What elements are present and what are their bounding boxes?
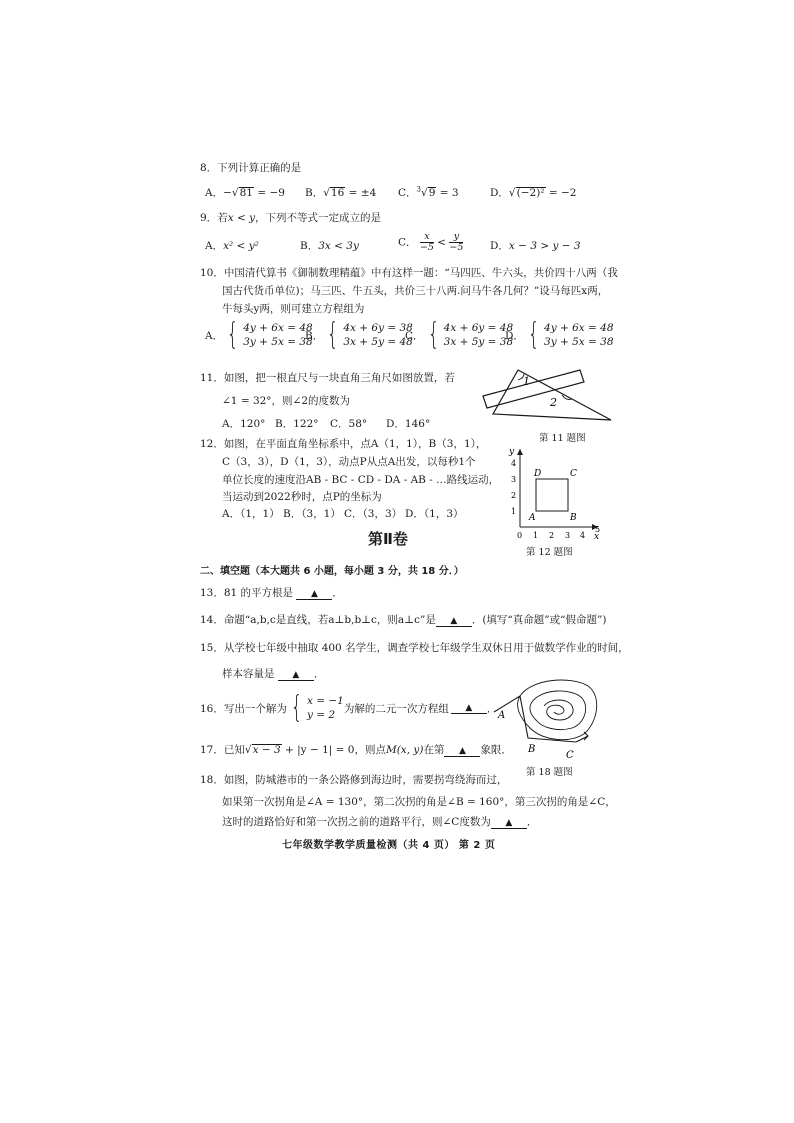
q12-point-C: C [570,469,577,479]
q10-option-b: B． { 4x + 6y = 38 3x + 5y = 48 [305,317,413,352]
q11-figure [478,358,616,426]
q12-square-ABCD [536,479,568,511]
part-2-title: 第Ⅱ卷 [368,530,408,548]
q17-answer-blank[interactable]: ▲ [444,746,480,757]
page-footer: 七年级数学教学质量检测（共 4 页） 第 2 页 [282,840,496,851]
q12-x-tick-5: 5 [595,525,601,534]
q18-figure-caption: 第 18 题图 [526,767,573,778]
q15-line-1: 15．从学校七年级中抽取 400 名学生，调查学校七年级学生双休日用于做数学作业的时间， [200,642,629,654]
q11-option-b: B．122° [275,418,319,430]
q12-y-tick-1: 1 [511,507,517,516]
q14-answer-blank[interactable]: ▲ [436,616,472,627]
section-2-heading: 二、填空题（本大题共 6 小题，每小题 3 分，共 18 分．） [200,566,464,577]
q12-figure [500,444,604,542]
q9-option-a: A．x² < y² [205,240,259,252]
q15-line-2: 样本容量是 ▲ ． [222,668,325,680]
q11-ruler [483,370,584,408]
q10-option-a: A． { 4y + 6x = 48 3y + 5x = 38 [205,317,313,352]
q16: 16．写出一个解为 { x = −1 y = 2 为解的二元一次方程组 ▲ ． [200,690,498,725]
q11-line-1: 11．如图，把一根直尺与一块直角三角尺如图放置，若 [200,372,455,384]
q8-option-d: D．√(−2)² = −2 [490,187,577,199]
q11-figure-caption: 第 11 题图 [539,433,586,444]
q8-option-a: A．−√81 = −9 [205,187,285,199]
q14: 14．命题“a,b,c是直线，若a⊥b,b⊥c，则a⊥c”是 ▲ ．(填写“真命题”或“假命题”) [200,614,607,626]
q18-line-3: 这时的道路恰好和第一次拐之前的道路平行，则∠C度数为 ▲ ． [222,816,538,828]
q8-stem: 8．下列计算正确的是 [200,162,302,174]
q12-x-tick-0: 0 [517,531,523,540]
q12-x-tick-3: 3 [565,531,571,540]
q12-y-label: y [509,447,515,457]
q12-figure-caption: 第 12 题图 [526,547,573,558]
q11-option-c: C．58° [330,418,368,430]
q9-option-b: B．3x < 3y [300,240,359,252]
q12-option-c: C．（3，3） [344,508,403,520]
q17: 17．已知√x − 3 + |y − 1| = 0，则点M(x, y)在第 ▲ 象限． [200,744,512,756]
q12-x-tick-4: 4 [580,531,586,540]
q18-point-B: B [528,744,536,755]
q16-answer-blank[interactable]: ▲ [451,703,487,714]
q18-point-A: A [498,710,506,721]
q18-coast-inner-spiral [544,700,573,720]
q9-stem: 9．若x < y，下列不等式一定成立的是 [200,212,382,224]
q12-y-tick-4: 4 [511,459,517,468]
q8-option-c: C．$^3$√9 = 3 [398,185,459,199]
q12-line-2: C（3，3），D（1，3），动点P从点A出发，以每秒1个 [222,456,476,468]
q11-label-1: 1 [523,375,530,388]
q18-point-C: C [566,750,574,760]
q18-coast-middle [530,691,586,730]
q12-x-label: x [594,532,600,542]
q13: 13．81 的平方根是 ▲ ． [200,587,343,599]
q11-option-a: A．120° [222,418,266,430]
q18-figure [492,674,604,760]
q12-x-tick-1: 1 [533,531,539,540]
q12-line-3: 单位长度的速度沿AB - BC - CD - DA - AB - …路线运动， [222,474,500,486]
q12-line-1: 12．如图，在平面直角坐标系中，点A（1，1），B（3，1）， [200,438,487,450]
q10-line-1: 10．中国清代算书《御制数理精蕴》中有这样一题：“马四匹、牛六头，共价四十八两（我 [200,267,618,279]
q12-point-B: B [570,513,577,523]
q12-line-4: 当运动到2022秒时，点P的坐标为 [222,491,382,503]
q18-line-2: 如果第一次拐角是∠A = 130°，第二次拐的角是∠B = 160°，第三次拐的角是∠C， [222,796,616,808]
q10-line-2: 国古代货币单位)；马三匹、牛五头，共价三十八两.问马牛各几何？”设马每匹x两， [222,285,609,297]
q15-answer-blank[interactable]: ▲ [278,670,314,681]
q18-coast-outer [518,680,597,740]
q10-option-d: D． { 4y + 6x = 48 3y + 5x = 38 [505,317,614,352]
q12-y-arrow [517,449,523,455]
q11-line-2: ∠1 = 32°，则∠2的度数为 [222,395,351,407]
q11-option-d: D．146° [386,418,431,430]
q12-option-a: A．（1，1） [222,508,280,520]
q8-option-b: B．√16 = ±4 [305,187,377,199]
q10-option-c: C． { 4x + 6y = 48 3x + 5y = 38 [405,317,514,352]
q11-label-2: 2 [550,396,557,409]
q18-line-1: 18．如图，防城港市的一条公路修到海边时，需要拐弯绕海而过， [200,774,508,786]
q12-point-A: A [529,513,536,523]
q13-answer-blank[interactable]: ▲ [296,589,332,600]
q12-y-tick-2: 2 [511,491,517,500]
q12-point-D: D [534,469,542,479]
q18-answer-blank[interactable]: ▲ [491,818,527,829]
q12-option-d: D．（1，3） [405,508,464,520]
q9-option-c: C． $\frac{x}{-5}$ < $\frac{y}{-5}$ [398,231,464,253]
q12-x-tick-2: 2 [549,531,555,540]
q9-option-d: D．x − 3 > y − 3 [490,240,581,252]
q10-line-3: 牛每头y两，则可建立方程组为 [222,303,365,315]
q12-option-b: B．（3，1） [283,508,341,520]
q12-y-tick-3: 3 [511,475,517,484]
